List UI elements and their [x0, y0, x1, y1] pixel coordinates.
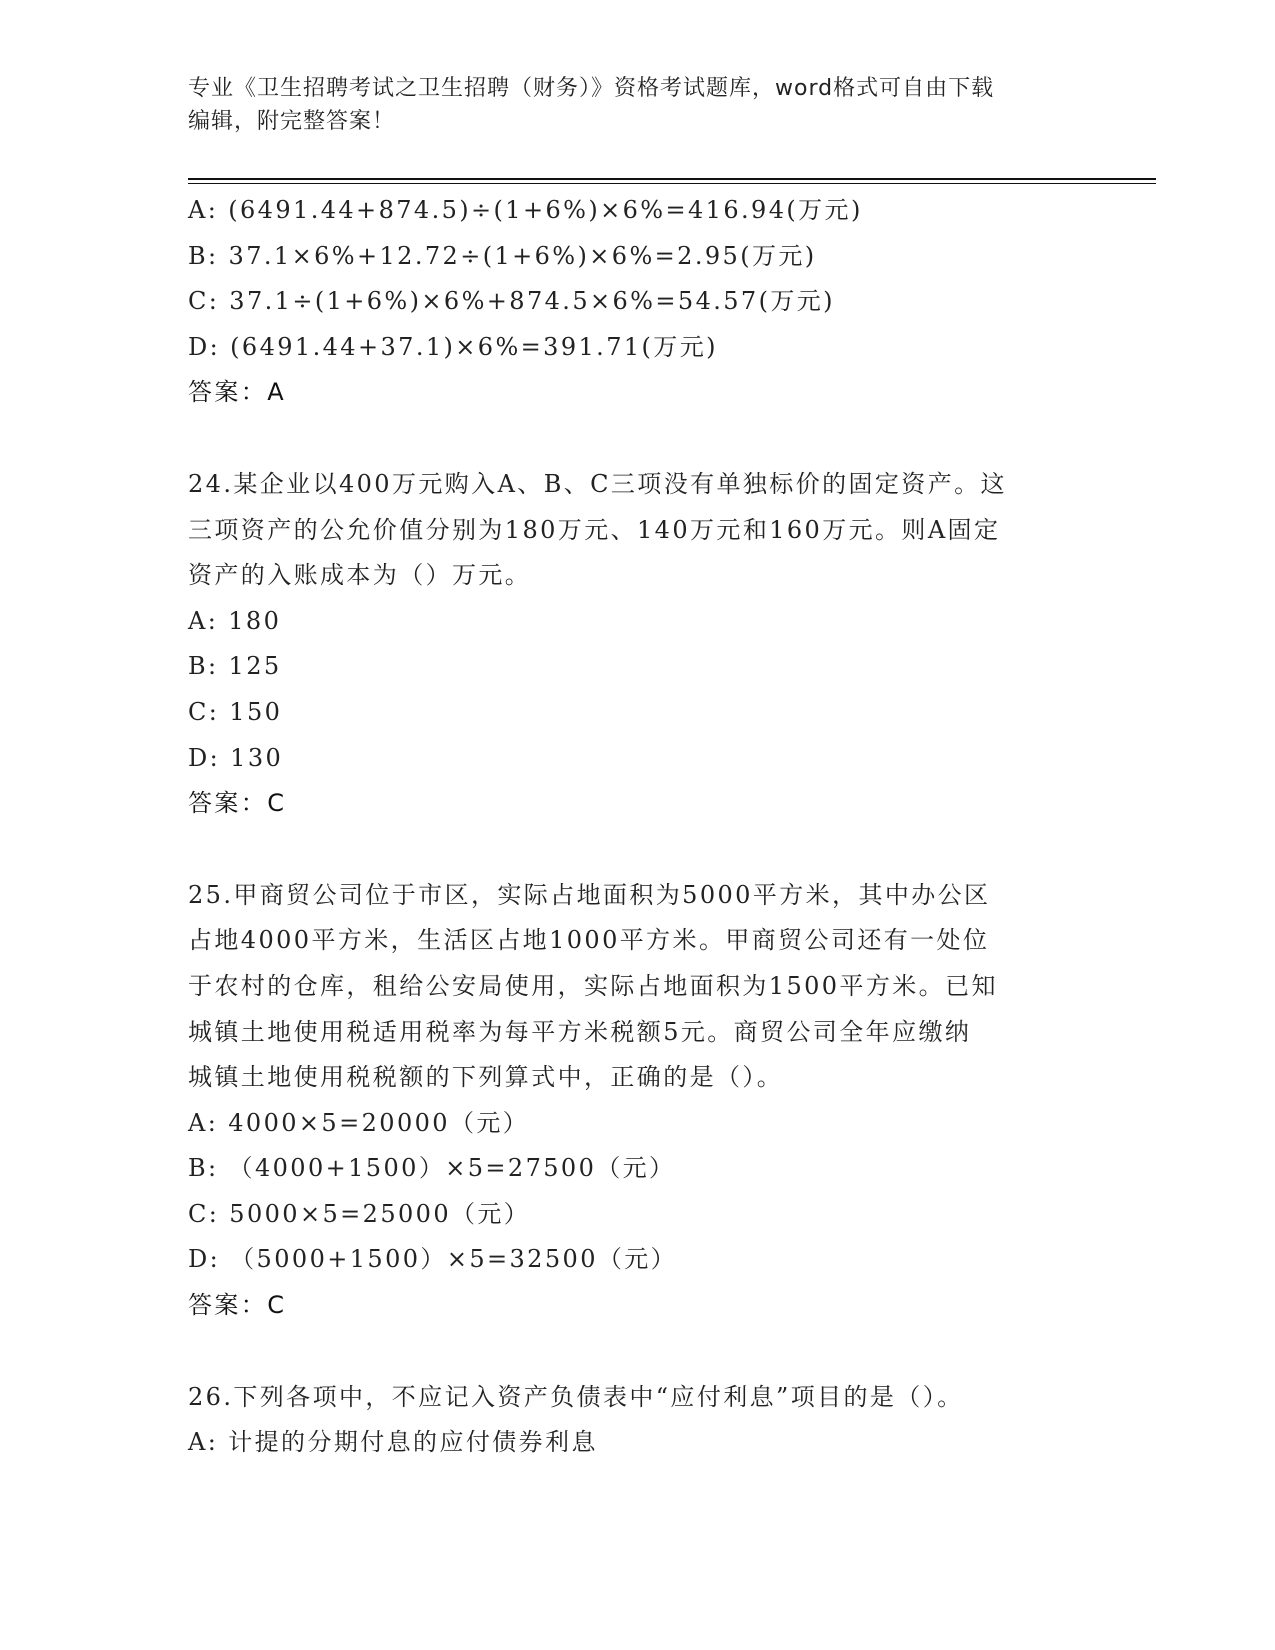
answer: 答案：C: [188, 789, 287, 818]
option-a: A: 计提的分期付息的应付债券利息: [188, 1428, 598, 1457]
option-d: D: 130: [188, 743, 284, 772]
question-stem-line: 城镇土地使用税税额的下列算式中，正确的是（）。: [188, 1063, 784, 1092]
header-divider-thick: [188, 178, 1156, 180]
option-a: A: (6491.44+874.5)÷(1+6%)×6%=416.94(万元): [188, 196, 863, 224]
option-a: A: 4000×5=20000（元）: [188, 1108, 530, 1137]
question-25: [188, 873, 1088, 1329]
question-stem-line: 三项资产的公允价值分别为180万元、140万元和160万元。则A固定: [188, 515, 1001, 544]
option-d: D: （5000+1500）×5=32500（元）: [188, 1245, 678, 1274]
question-23: [188, 188, 1088, 416]
question-stem-line: 城镇土地使用税适用税率为每平方米税额5元。商贸公司全年应缴纳: [188, 1017, 972, 1046]
option-b: B: 37.1×6%+12.72÷(1+6%)×6%=2.95(万元): [188, 241, 817, 270]
question-stem-line: 25.甲商贸公司位于市区，实际占地面积为5000平方米，其中办公区: [188, 880, 991, 909]
question-stem-line: 占地4000平方米，生活区占地1000平方米。甲商贸公司还有一处位: [188, 926, 990, 955]
answer: 答案：A: [188, 378, 287, 407]
option-c: C: 5000×5=25000（元）: [188, 1199, 531, 1228]
question-list: [188, 188, 1088, 1466]
option-a: A: 180: [188, 606, 282, 635]
option-c: C: 37.1÷(1+6%)×6%+874.5×6%=54.57(万元): [188, 287, 835, 316]
header-line-1: 专业《卫生招聘考试之卫生招聘（财务）》资格考试题库，word格式可自由下载: [188, 76, 995, 101]
answer: 答案：C: [188, 1291, 287, 1320]
option-b: B: 125: [188, 652, 282, 681]
question-stem-line: 资产的入账成本为（）万元。: [188, 561, 532, 590]
header-divider-thin: [188, 183, 1156, 184]
question-26: [188, 1375, 1088, 1466]
option-c: C: 150: [188, 697, 283, 726]
option-d: D: (6491.44+37.1)×6%=391.71(万元): [188, 332, 718, 361]
question-stem-line: 26.下列各项中，不应记入资产负债表中“应付利息”项目的是（）。: [188, 1382, 964, 1411]
question-stem-line: 于农村的仓库，租给公安局使用，实际占地面积为1500平方米。已知: [188, 971, 998, 1000]
question-24: [188, 462, 1088, 827]
question-stem-line: 24.某企业以400万元购入A、B、C三项没有单独标价的固定资产。这: [188, 469, 1007, 498]
option-b: B: （4000+1500）×5=27500（元）: [188, 1154, 676, 1183]
header-line-2: 编辑，附完整答案！: [188, 109, 396, 134]
document-header: [188, 72, 1068, 138]
